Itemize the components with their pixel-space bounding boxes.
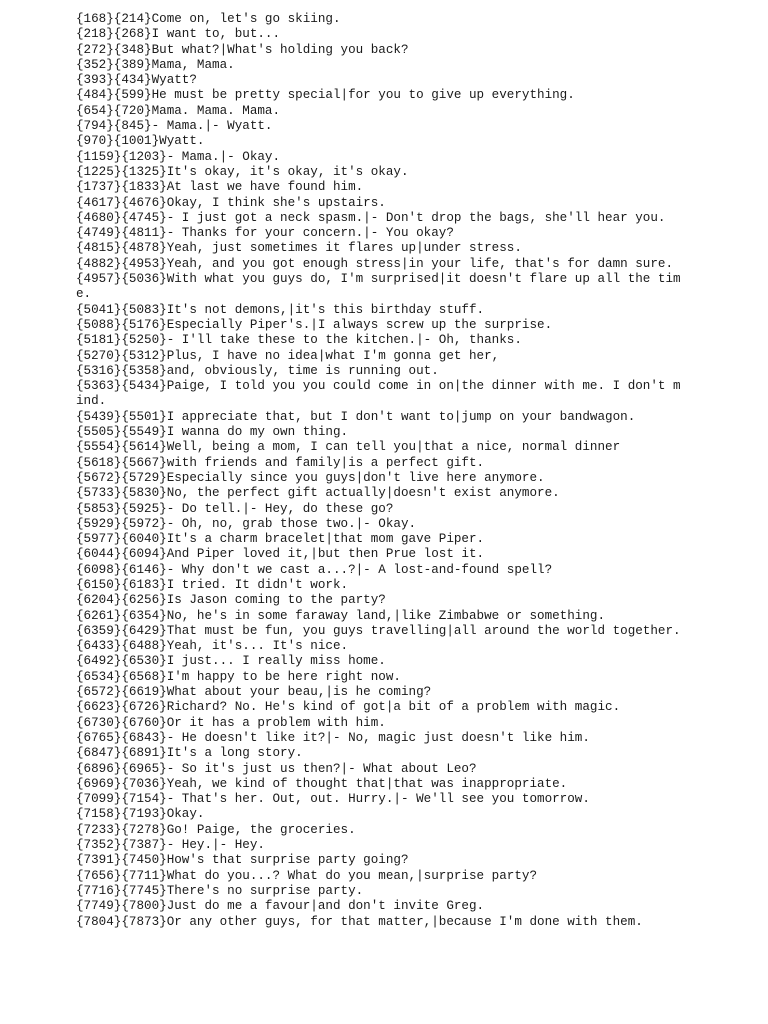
subtitle-line: {5853}{5925}- Do tell.|- Hey, do these go? [76,501,394,516]
subtitle-line: {5316}{5358}and, obviously, time is running out. [76,363,439,378]
subtitle-line: {7158}{7193}Okay. [76,807,205,822]
subtitle-line: {7391}{7450}How's that surprise party going? [76,853,409,868]
subtitle-line: {4957}{5036}With what you guys do, I'm surprised|it doesn't flare up all the tim [76,272,681,287]
subtitle-line: {6044}{6094}And Piper loved it,|but then Prue lost it. [76,547,485,562]
subtitle-line: {1737}{1833}At last we have found him. [76,180,364,195]
subtitle-line: {5929}{5972}- Oh, no, grab those two.|- Okay. [76,516,417,531]
subtitle-line: {6730}{6760}Or it has a problem with him. [76,715,386,730]
subtitle-line: {272}{348}But what?|What's holding you back? [76,42,409,57]
subtitle-line: {4680}{4745}- I just got a neck spasm.|- Don't drop the bags, she'll hear you. [76,210,666,225]
subtitle-line: {218}{268}I want to, but... [76,27,281,42]
subtitle-line: {6765}{6843}- He doesn't like it?|- No, magic just doesn't like him. [76,730,590,745]
subtitle-document [76,12,686,930]
subtitle-line: {6623}{6726}Richard? No. He's kind of got|a bit of a problem with magic. [76,700,621,715]
subtitle-line: {5439}{5501}I appreciate that, but I don't want to|jump on your bandwagon. [76,409,636,424]
subtitle-line: {6492}{6530}I just... I really miss home. [76,654,386,669]
subtitle-line: {393}{434}Wyatt? [76,73,197,88]
subtitle-line: {5618}{5667}with friends and family|is a perfect gift. [76,455,485,470]
subtitle-line: {6433}{6488}Yeah, it's... It's nice. [76,639,349,654]
subtitle-line: {5505}{5549}I wanna do my own thing. [76,425,349,440]
subtitle-line: {7233}{7278}Go! Paige, the groceries. [76,822,356,837]
subtitle-line: {352}{389}Mama, Mama. [76,57,235,72]
subtitle-line: {7099}{7154}- That's her. Out, out. Hurry.|- We'll see you tomorrow. [76,792,590,807]
subtitle-line: {484}{599}He must be pretty special|for you to give up everything. [76,88,575,103]
subtitle-line: {6847}{6891}It's a long story. [76,746,303,761]
subtitle-line: {5977}{6040}It's a charm bracelet|that mom gave Piper. [76,532,485,547]
subtitle-line: {7804}{7873}Or any other guys, for that matter,|because I'm done with them. [76,914,643,929]
subtitle-line: {6204}{6256}Is Jason coming to the party? [76,593,386,608]
subtitle-line: {4749}{4811}- Thanks for your concern.|- You okay? [76,226,454,241]
subtitle-line: {7352}{7387}- Hey.|- Hey. [76,838,265,853]
subtitle-line: {5270}{5312}Plus, I have no idea|what I'm gonna get her, [76,348,500,363]
subtitle-line: {7749}{7800}Just do me a favour|and don't invite Greg. [76,899,485,914]
subtitle-line: {6572}{6619}What about your beau,|is he coming? [76,685,432,700]
subtitle-line: {6150}{6183}I tried. It didn't work. [76,577,349,592]
subtitle-line: {1225}{1325}It's okay, it's okay, it's okay. [76,164,409,179]
subtitle-line: {654}{720}Mama. Mama. Mama. [76,103,281,118]
subtitle-line: {6896}{6965}- So it's just us then?|- What about Leo? [76,761,477,776]
subtitle-line: {5672}{5729}Especially since you guys|don't live here anymore. [76,470,545,485]
subtitle-line: {5041}{5083}It's not demons,|it's this birthday stuff. [76,302,485,317]
subtitle-line: {970}{1001}Wyatt. [76,134,205,149]
subtitle-line: {6261}{6354}No, he's in some faraway land,|like Zimbabwe or something. [76,608,606,623]
subtitle-line: e. [76,287,92,302]
subtitle-line: {5181}{5250}- I'll take these to the kitchen.|- Oh, thanks. [76,333,522,348]
subtitle-line: {5088}{5176}Especially Piper's.|I always screw up the surprise. [76,317,553,332]
subtitle-line: {6098}{6146}- Why don't we cast a...?|- A lost-and-found spell? [76,562,553,577]
subtitle-line: {794}{845}- Mama.|- Wyatt. [76,119,273,134]
subtitle-line: {6534}{6568}I'm happy to be here right now. [76,669,401,684]
subtitle-line: {5554}{5614}Well, being a mom, I can tell you|that a nice, normal dinner [76,440,621,455]
subtitle-line: {4815}{4878}Yeah, just sometimes it flares up|under stress. [76,241,522,256]
subtitle-line: {6359}{6429}That must be fun, you guys travelling|all around the world together. [76,623,681,638]
subtitle-line: {4882}{4953}Yeah, and you got enough stress|in your life, that's for damn sure. [76,256,674,271]
subtitle-line: {7656}{7711}What do you...? What do you mean,|surprise party? [76,868,538,883]
subtitle-line: {6969}{7036}Yeah, we kind of thought that|that was inappropriate. [76,776,568,791]
subtitle-line: {5363}{5434}Paige, I told you you could come in on|the dinner with me. I don't m [76,379,681,394]
subtitle-line: ind. [76,394,107,409]
subtitle-line: {4617}{4676}Okay, I think she's upstairs. [76,195,386,210]
subtitle-line: {1159}{1203}- Mama.|- Okay. [76,149,281,164]
subtitle-line: {7716}{7745}There's no surprise party. [76,883,364,898]
subtitle-line: {5733}{5830}No, the perfect gift actually|doesn't exist anymore. [76,486,560,501]
subtitle-line: {168}{214}Come on, let's go skiing. [76,12,341,26]
